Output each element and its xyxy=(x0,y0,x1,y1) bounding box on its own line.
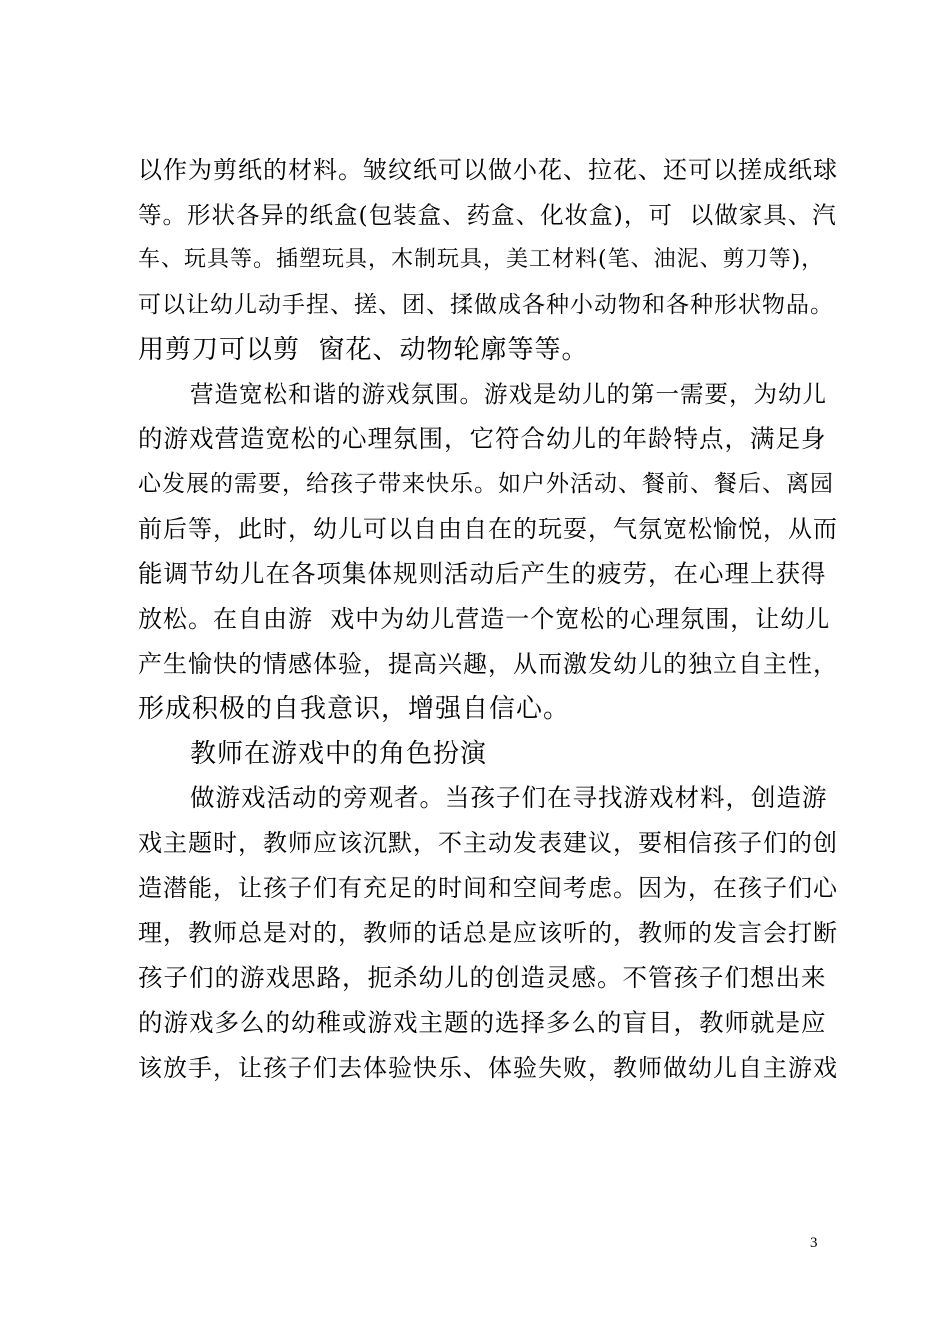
body-text xyxy=(138,148,838,1091)
paragraph-observer xyxy=(138,776,838,1090)
text-line: 以作为剪纸的材料。皱纹纸可以做小花、拉花、还可以搓成纸球 xyxy=(138,156,838,184)
text-line: 车、玩具等。插塑玩具，木制玩具，美工材料(笔、油泥、剪刀等)， xyxy=(138,246,825,272)
text-line: 形成积极的自我意识，增强自信心。 xyxy=(138,693,571,724)
text-line: 的游戏营造宽松的心理氛围，它符合幼儿的年龄特点，满足身 xyxy=(138,424,827,454)
heading-line: 教师在游戏中的角色扮演 xyxy=(190,738,488,769)
text-line: 等。形状各异的纸盒(包装盒、药盒、化妆盒)，可 以做家具、汽 xyxy=(138,200,837,229)
text-line: 前后等，此时，幼儿可以自由自在的玩耍，气氛宽松愉悦，从而 xyxy=(138,515,838,544)
text-line: 的游戏多么的幼稚或游戏主题的选择多么的盲目，教师就是应 xyxy=(138,1007,827,1037)
text-line: 能调节幼儿在各项集体规则活动后产生的疲劳，在心理上获得 xyxy=(138,559,827,589)
text-line: 可以让幼儿动手捏、搓、团、揉做成各种小动物和各种形状物品。 xyxy=(138,291,834,318)
text-line: 该放手，让孩子们去体验快乐、体验失败，教师做幼儿自主游戏 xyxy=(138,1053,838,1082)
text-line: 营造宽松和谐的游戏氛围。游戏是幼儿的第一需要，为幼儿 xyxy=(190,380,827,409)
text-line: 产生愉快的情感体验，提高兴趣，从而激发幼儿的独立自主性， xyxy=(138,649,838,678)
paragraph-materials xyxy=(138,148,838,372)
section-heading xyxy=(138,732,838,777)
text-line: 做游戏活动的旁观者。当孩子们在寻找游戏材料，创造游 xyxy=(190,783,828,813)
text-line: 用剪刀可以剪 窗花、动物轮廓等等。 xyxy=(138,334,589,365)
paragraph-atmosphere xyxy=(138,372,838,731)
text-line: 戏主题时，教师应该沉默，不主动发表建议，要相信孩子们的创 xyxy=(138,829,838,858)
text-line: 理，教师总是对的，教师的话总是应该听的，教师的发言会打断 xyxy=(138,919,838,948)
text-line: 造潜能，让孩子们有充足的时间和空间考虑。因为，在孩子们心 xyxy=(138,874,838,903)
page-number: 3 xyxy=(810,1235,818,1251)
text-line: 孩子们的游戏思路，扼杀幼儿的创造灵感。不管孩子们想出来 xyxy=(138,963,827,993)
text-line: 心发展的需要，给孩子带来快乐。如户外活动、餐前、餐后、离园 xyxy=(138,471,834,498)
text-line: 放松。在自由游 戏中为幼儿营造一个宽松的心理氛围，让幼儿 xyxy=(138,604,831,633)
